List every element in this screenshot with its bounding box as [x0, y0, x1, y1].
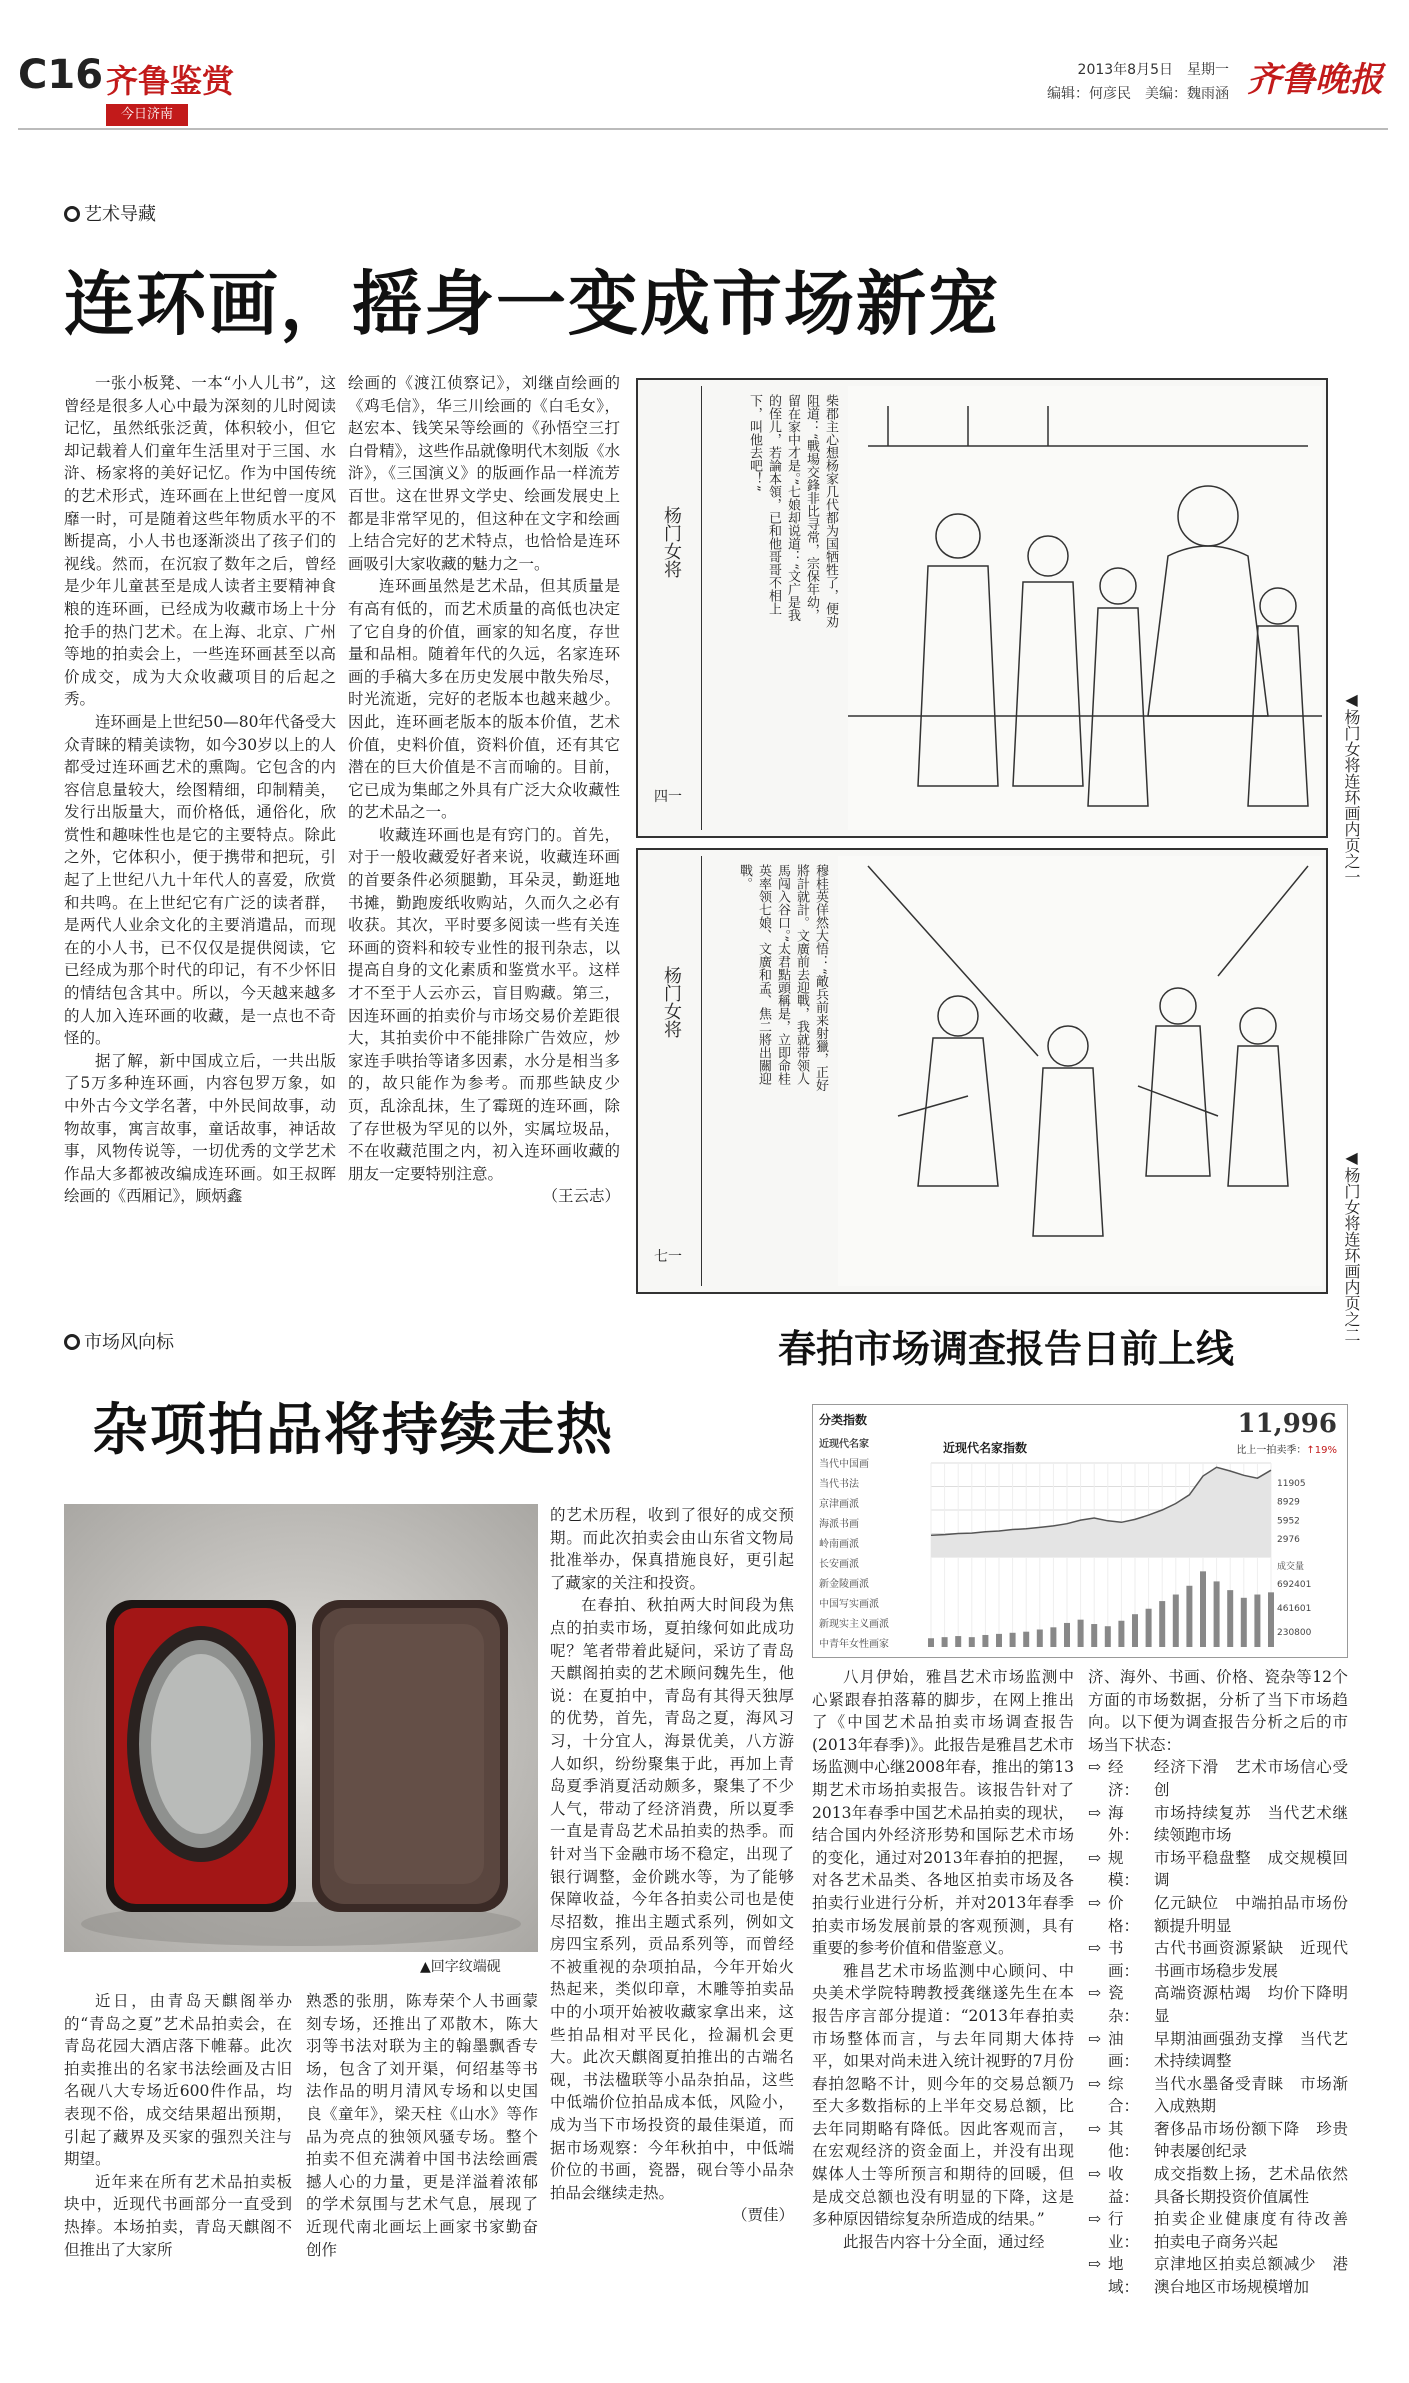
article2-headline: 杂项拍品将持续走热: [92, 1398, 614, 1463]
volume-bar: [1105, 1626, 1111, 1647]
arrow-icon: ⇨: [1088, 1984, 1101, 2003]
status-label: 油画：: [1108, 2029, 1140, 2071]
section-title: 齐鲁鉴赏: [106, 62, 235, 100]
chart-current-value: 11,996: [1237, 1409, 1337, 1439]
comic-panel-1: [636, 378, 1328, 838]
status-text: 奢侈品市场份额下降 珍贵钟表屡创纪录: [1154, 2119, 1348, 2161]
chart-sidebar-title: 分类指数: [819, 1413, 868, 1427]
article3-headline: 春拍市场调查报告日前上线: [778, 1327, 1235, 1371]
comic-panel-2: [636, 848, 1328, 1294]
status-item: [1088, 2028, 1348, 2073]
article1-col2: [348, 372, 620, 1296]
paragraph: 一张小板凳、一本“小人儿书”，这曾经是很多人心中最为深刻的儿时阅读记忆，虽然纸张泛黄，体积较小，但它却记载着人们童年生活里对于三国、水浒、杨家将的美好记忆。作为中国传统的艺术形式，连环画在上世纪曾一度风靡一时，可是随着这些年物质水平的不断提高，小人书也逐渐淡出了孩子们的视线。然而，在沉寂了数年之后，曾经是少年儿童甚至是成人读者主要精神食粮的连环画，已经成为收藏市场上十分抢手的热门艺术。在上海、北京、广州等地的拍卖会上，一些连环画甚至以高价成交，成为大众收藏项目的后起之秀。: [64, 374, 336, 709]
status-label: 规模：: [1108, 1848, 1140, 1890]
article2-col1: [64, 1990, 292, 2290]
volume-bar: [1241, 1598, 1247, 1647]
paragraph: 雅昌艺术市场监测中心顾问、中央美术学院特聘教授龚继遂先生在本报告序言部分提道：“2013年春拍卖市场整体而言，与去年同期大体持平，如果对尚未进入统计视野的7月份春拍忽略不计，则今年的交易总额乃至大多数指标的上半年交易总额，比去年同期略有降低。因此客观而言，在宏观经济的资金面上，并没有出现媒体人士等所预言和期待的回暖，但是成交总额也没有明显的下降，这是多种原因错综复杂所造成的结果。”: [812, 1961, 1074, 2229]
volume-bar: [1078, 1620, 1084, 1647]
date-line: 2013年8月5日 星期一: [1077, 62, 1229, 78]
status-label: 综合：: [1108, 2074, 1140, 2116]
status-item: [1088, 1937, 1348, 1982]
status-label: 瓷杂：: [1108, 1984, 1140, 2025]
index-category-item[interactable]: 新金陵画派: [819, 1579, 869, 1590]
status-item: [1088, 1982, 1348, 2027]
chart-compare: [1236, 1441, 1337, 1456]
status-text: 当代水墨备受青睐 市场渐入成熟期: [1154, 2074, 1348, 2116]
article2-col-right: [550, 1504, 794, 2284]
subsection-badge: 今日济南: [106, 104, 188, 126]
volume-bar: [1159, 1601, 1165, 1647]
illus1-caption: ◀杨门女将连环画内页之一: [1342, 690, 1361, 885]
page-number-label: 七一: [654, 1249, 682, 1265]
paragraph: 近日，由青岛天麒阁举办的“青岛之夏”艺术品拍卖会，在青岛花园大酒店落下帷幕。此次拍卖推出的名家书法绘画及古旧名砚八大专场近600件作品，均表现不俗，成交结果超出预期，引起了藏界及买家的强烈关注与期望。: [64, 1992, 292, 2169]
market-status-list: [1088, 1756, 1364, 2298]
paragraph: 连环画虽然是艺术品，但其质量是有高有低的，而艺术质量的高低也决定了它自身的价值，画家的知名度，存世量和品相。随着年代的久远，名家连环画的手稿大多在历史发展中散失殆尽，时光流逝，完好的老版本也越来越少。因此，连环画老版本的版本价值，艺术价值，史料价值，资料价值，还有其它潜在的巨大价值是不言而喻的。目前，它已成为集邮之外具有广泛大众收藏性的艺术品之一。: [348, 577, 620, 822]
paragraph: 据了解，新中国成立后，一共出版了5万多种连环画，内容包罗万象，如中外古今文学名著，中外民间故事，动物故事，寓言故事，童话故事，神话故事，风物传说等，一切优秀的文学艺术作品大多都被改编成连环画。如王叔晖绘画的《西厢记》，顾炳鑫: [64, 1051, 336, 1206]
book-title: 杨门女将: [661, 966, 682, 1038]
arrow-icon: ⇨: [1088, 2029, 1101, 2048]
paragraph: 的艺术历程，收到了很好的成交预期。而此次拍卖会由山东省文物局批准举办，保真措施良好，更引起了藏家的关注和投资。: [550, 1506, 794, 1592]
paragraph: 济、海外、书画、价格、瓷杂等12个方面的市场数据，分析了当下市场趋向。以下便为调查报告分析之后的市场当下状态：: [1088, 1668, 1348, 1754]
index-category-item[interactable]: 当代中国画: [819, 1459, 869, 1470]
index-category-item[interactable]: 中青年女性画家: [819, 1639, 889, 1650]
index-chart: [812, 1404, 1348, 1658]
arrow-icon: ⇨: [1088, 2255, 1101, 2274]
paragraph: 熟悉的张朋，陈寿荣个人书画蒙刻专场，还推出了邓散木，陈大羽等书法对联为主的翰墨飘香专场，包含了刘开渠，何绍基等书法作品的明月清风专场和以史国良《童年》，梁天柱《山水》等作品为亮点的独领风骚专场。整个拍卖不但充满着中国书法绘画震撼人心的力量，更是洋溢着浓郁的学术氛围与艺术气息，展现了近现代南北画坛上画家书家勤奋创作: [306, 1992, 538, 2259]
illus2-caption: ◀杨门女将连环画内页之二: [1342, 1148, 1361, 1343]
volume-label: 成交量: [1277, 1562, 1305, 1572]
status-item: [1088, 1802, 1348, 1847]
status-text: 古代书画资源紧缺 近现代书画市场稳步发展: [1154, 1939, 1348, 1980]
status-text: 拍卖企业健康度有待改善 拍卖电子商务兴起: [1154, 2210, 1364, 2251]
volume-bar: [1146, 1609, 1152, 1647]
chart-sidebar-list: [819, 1435, 899, 1655]
index-category-item[interactable]: 新现实主义画派: [819, 1619, 889, 1630]
panel-text: 柴郡主心想杨家几代都为国牺牲了，便劝阻道：“戰場交鋒非比寻常，宗保年幼，留在家中才是。”七娘却说道：“文广是我的侄儿，若論本領，已和他哥哥不相上下，叫他去吧！”: [747, 394, 838, 628]
volume-bar: [1118, 1621, 1124, 1647]
paragraph: 此报告内容十分全面，通过经: [843, 2232, 1045, 2251]
volume-bar: [1023, 1632, 1029, 1647]
status-item: [1088, 2118, 1348, 2163]
arrow-icon: ⇨: [1088, 1848, 1101, 1867]
y-tick-label: 5952: [1277, 1516, 1300, 1527]
paragraph: 八月伊始，雅昌艺术市场监测中心紧跟春拍落幕的脚步，在网上推出了《中国艺术品拍卖市场调查报告(2013年春季)》。此报告是雅昌艺术市场监测中心继2008年春，推出的第13期艺术市场拍卖报告。该报告针对了2013年春季中国艺术品拍卖的现状，结合国内外经济形势和国际艺术市场的变化，通过对2013年春拍的把握，对各艺术品类、各地区拍卖市场及各拍卖行业进行分析，并对2013年春季拍卖市场发展前景的客观预测，具有重要的参考价值和借鉴意义。: [812, 1668, 1074, 1958]
kicker-label: 市场风向标: [84, 1332, 174, 1353]
status-text: 成交指数上扬，艺术品依然具备长期投资价值属性: [1154, 2165, 1348, 2206]
page-number: C16: [18, 52, 104, 98]
volume-tick-label: 230800: [1277, 1628, 1312, 1638]
status-text: 早期油画强劲支撑 当代艺术持续调整: [1154, 2029, 1348, 2071]
byline: （贾佳）: [731, 2206, 794, 2225]
volume-bar: [1186, 1586, 1192, 1647]
volume-tick-label: 461601: [1277, 1604, 1312, 1614]
kicker-bullet-icon: [64, 1334, 80, 1350]
paragraph: 在春拍、秋拍两大时间段为焦点的拍卖市场，夏拍缘何如此成功呢？笔者带着此疑问，采访了青岛天麒阁拍卖的艺术顾问魏先生，他说：在夏拍中，青岛有其得天独厚的优势，首先，青岛之夏，海风习习，十分宜人，海景优美，八方游人如织，纷纷聚集于此，再加上青岛夏季消夏活动颇多，聚集了不少人气，带动了经济消费，所以夏季一直是青岛艺术品拍卖的热季。而针对当下金融市场不稳定，出现了银行调整，金价跳水等，为了能够保障收益，今年各拍卖公司也是使尽招数，推出主题式系列，例如文房四宝系列，贡品系列等，而曾经不被重视的杂项拍品，今年开始火热起来，类似印章，木雕等拍卖品中的小项开始被收藏家拿出来，这些拍品相对平民化，捡漏机会更大。此次天麒阁夏拍推出的古端名砚，书法楹联等小品杂拍品，这些中低端价位拍品成本低，风险小，成为当下市场投资的最佳渠道，而据市场观察：今年秋拍中，中低端价位的书画，瓷器，砚台等小品杂拍品会继续走热。: [550, 1596, 794, 2202]
newspaper-logo: 齐鲁晚报: [1247, 60, 1383, 100]
series-area: [931, 1467, 1271, 1557]
arrow-icon: ⇨: [1088, 1939, 1101, 1958]
status-label: 地域：: [1108, 2255, 1140, 2297]
volume-bar: [1214, 1581, 1220, 1647]
volume-bar: [1254, 1595, 1260, 1647]
panel-sidebar: [644, 856, 702, 1286]
status-label: 行业：: [1108, 2210, 1140, 2251]
volume-bar: [1037, 1630, 1043, 1647]
index-category-item[interactable]: 京津画派: [819, 1499, 859, 1510]
arrow-icon: ⇨: [1088, 1803, 1101, 1822]
article3-col1: [812, 1666, 1074, 2286]
status-text: 亿元缺位 中端拍品市场份额提升明显: [1154, 1893, 1348, 1935]
index-category-item[interactable]: 近现代名家: [819, 1439, 869, 1450]
page-number-label: 四一: [654, 789, 682, 805]
article1-col1: [64, 372, 336, 1296]
status-item: [1088, 2208, 1364, 2253]
byline: （王云志）: [542, 1187, 620, 1206]
status-item: [1088, 1892, 1348, 1937]
paragraph: 绘画的《渡江侦察记》，刘继卣绘画的《鸡毛信》，华三川绘画的《白毛女》，赵宏本、钱笑呆等绘画的《孙悟空三打白骨精》，这些作品就像明代木刻版《水浒》，《三国演义》的版画作品一样流芳百世。这在世界文学史、绘画发展史上都是非常罕见的，但这种在文字和绘画上结合完好的艺术特点，也恰恰是连环画吸引大家收藏的魅力之一。: [348, 374, 620, 573]
arrow-icon: ⇨: [1088, 1758, 1101, 1777]
status-label: 其他：: [1108, 2119, 1140, 2161]
article1-headline: 连环画，摇身一变成市场新宠: [64, 263, 1000, 345]
index-category-item[interactable]: 岭南画派: [819, 1539, 859, 1550]
status-text: 市场平稳盘整 成交规模回调: [1154, 1848, 1348, 1890]
panel-sidebar: [644, 386, 702, 830]
volume-bar: [1132, 1614, 1138, 1647]
volume-bar: [996, 1634, 1002, 1647]
inkstone-image: [64, 1504, 538, 1952]
photo-caption: ▲回字纹端砚: [420, 1959, 501, 1975]
y-tick-label: 2976: [1277, 1535, 1300, 1546]
arrow-icon: ⇨: [1088, 2165, 1101, 2184]
y-tick-label: 8929: [1277, 1497, 1300, 1508]
status-label: 收益：: [1108, 2165, 1140, 2206]
status-label: 海外：: [1108, 1803, 1140, 1845]
status-item: [1088, 1756, 1348, 1801]
article2-kicker: [64, 1328, 174, 1354]
status-text: 市场持续复苏 当代艺术继续领跑市场: [1154, 1803, 1348, 1845]
kicker-label: 艺术导藏: [84, 204, 156, 225]
index-category-item[interactable]: 中国写实画派: [819, 1599, 879, 1610]
paragraph: 近年来在所有艺术品拍卖板块中，近现代书画部分一直受到热捧。本场拍卖，青岛天麒阁不但推出了大家所: [64, 2172, 292, 2259]
article2-col2: [306, 1990, 538, 2290]
status-label: 经济：: [1108, 1758, 1140, 1799]
chart-title: 近现代名家指数: [943, 1441, 1028, 1455]
volume-bar: [1268, 1592, 1274, 1647]
editor-line: 编辑：何彦民 美编：魏雨涵: [1047, 86, 1229, 102]
article1-kicker: [64, 200, 156, 226]
volume-bar: [942, 1637, 948, 1647]
volume-bar: [1173, 1595, 1179, 1647]
volume-bar: [1050, 1627, 1056, 1647]
status-item: [1088, 2253, 1348, 2298]
paragraph: 连环画是上世纪50—80年代备受大众青睐的精美读物，如今30岁以上的人都受过连环画艺术的熏陶。它包含的内容信息量较大，绘图精细，印制精美，发行出版量大，而价格低，通俗化，欣赏性和趣味性也是它的主要特点。除此之外，它体积小，便于携带和把玩，引起了上世纪八九十年代人的喜爱，欣赏和共鸣。在上世纪它有广泛的读者群，是两代人业余文化的主要消遣品，而现在的小人书，已不仅仅是提供阅读，它已经成为那个时代的印记，有不少怀旧的情结包含其中。所以，今天越来越多的人加入连环画的收藏，是一点也不奇怪的。: [64, 712, 336, 1048]
volume-bar: [955, 1636, 961, 1647]
status-item: [1088, 2073, 1348, 2118]
volume-bar: [982, 1635, 988, 1647]
volume-bar: [928, 1638, 934, 1647]
index-category-item[interactable]: 当代书法: [819, 1479, 859, 1490]
volume-bar: [1010, 1633, 1016, 1647]
inkstone-photo: [64, 1504, 538, 1952]
chart-plot: [931, 1457, 1343, 1653]
paragraph: 收藏连环画也是有窍门的。首先，对于一般收藏爱好者来说，收藏连环画的首要条件必须腿勤，耳朵灵，勤逛地书摊，勤跑废纸收购站，久而久之必有收获。其次，平时要多阅读一些有关连环画的资料和较专业性的报刊杂志，以提高自身的文化素质和鉴赏水平。这样才不至于人云亦云，盲目购藏。第三，因连环画的拍卖价与市场交易价差距很大，其拍卖价中不能排除广告效应，炒家连手哄抬等诸多因素，水分是相当多的，故只能作为参考。而那些缺皮少页，乱涂乱抹，生了霉斑的连环画，除了存世极为罕见的以外，实属垃圾品，不在收藏范围之内，初入连环画收藏的朋友一定要特别注意。: [348, 825, 620, 1183]
volume-bar: [969, 1637, 975, 1647]
issue-meta: [1047, 58, 1229, 106]
status-item: [1088, 1847, 1348, 1892]
panel-drawing: [838, 856, 1322, 1286]
arrow-icon: ⇨: [1088, 2074, 1101, 2093]
y-tick-label: 11905: [1277, 1478, 1306, 1489]
compare-label: 比上一拍卖季：: [1236, 1445, 1307, 1456]
book-title: 杨门女将: [661, 506, 682, 578]
index-category-item[interactable]: 海派书画: [819, 1519, 859, 1530]
index-category-item[interactable]: 长安画派: [819, 1559, 859, 1570]
status-text: 高端资源枯竭 均价下降明显: [1154, 1984, 1348, 2025]
status-label: 价格：: [1108, 1893, 1140, 1935]
arrow-icon: ⇨: [1088, 2210, 1101, 2229]
volume-bar: [1200, 1571, 1206, 1647]
status-text: 京津地区拍卖总额减少 港澳台地区市场规模增加: [1154, 2255, 1348, 2297]
compare-value: ↑19%: [1306, 1445, 1337, 1456]
status-label: 书画：: [1108, 1939, 1140, 1980]
article3-col2: [1088, 1666, 1364, 2297]
status-text: 经济下滑 艺术市场信心受创: [1154, 1758, 1348, 1799]
panel-text: 穆桂英佯然大悟：“敵兵前来射獵，正好將計就計。文廣前去迎戰，我就带领人馬闯入谷口。”太君點頭稱是，立即命桂英率领七娘、文廣和孟、焦二將出關迎戰。: [737, 864, 828, 1092]
kicker-bullet-icon: [64, 206, 80, 222]
volume-bar: [1064, 1623, 1070, 1647]
arrow-icon: ⇨: [1088, 2119, 1101, 2138]
header-divider: [18, 128, 1388, 130]
volume-bar: [1227, 1590, 1233, 1647]
volume-bar: [1091, 1624, 1097, 1647]
volume-tick-label: 692401: [1277, 1580, 1312, 1590]
arrow-icon: ⇨: [1088, 1893, 1101, 1912]
panel-drawing: [848, 386, 1322, 830]
status-item: [1088, 2163, 1348, 2208]
